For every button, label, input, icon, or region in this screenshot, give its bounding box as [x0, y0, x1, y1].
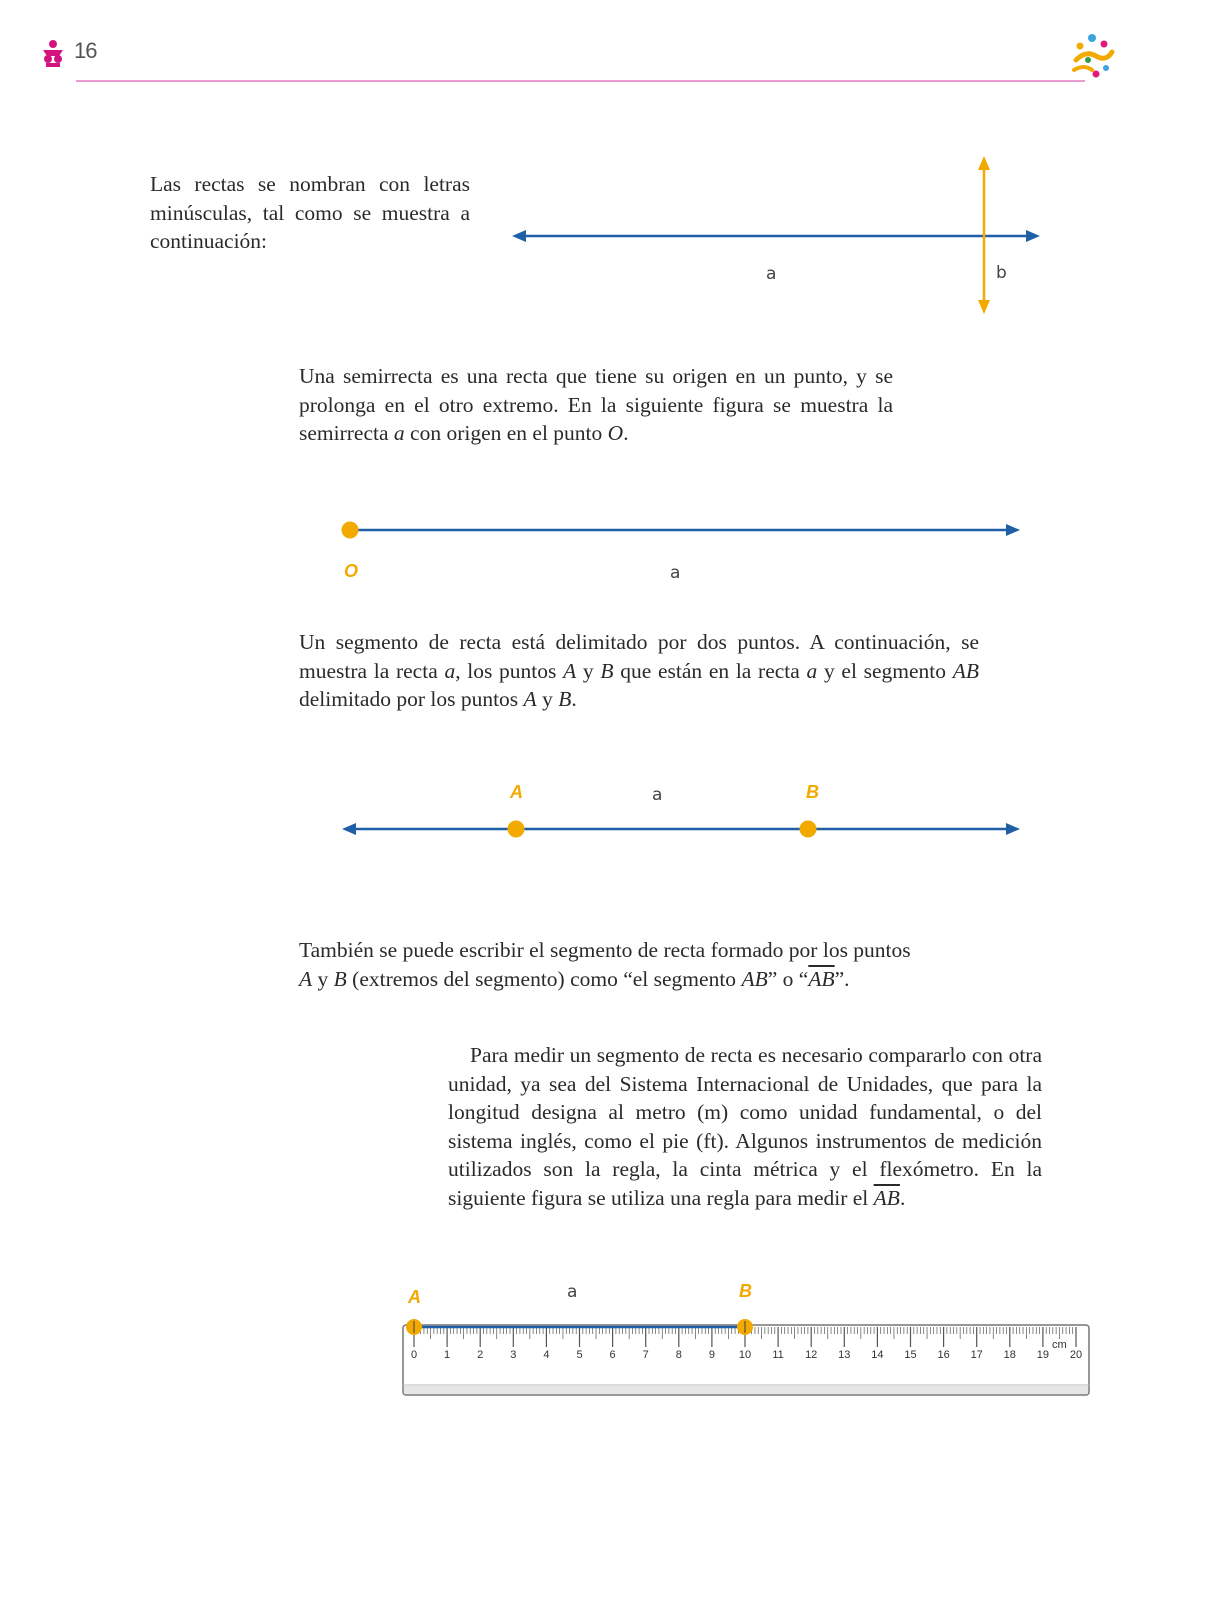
label-point-a: A	[510, 782, 523, 802]
label-point-b: B	[806, 782, 819, 802]
paragraph-medir: Para medir un segmento de recta es necesario compararlo con otra unidad, ya sea del Sistema Internacional de Unidades, que para la longitud designa al metro (m) como unidad fundamental, o del sistema inglés, como el pie (ft). Algunos instrumentos de medición utilizados son la regla, la cinta métrica y el flexómetro. En la siguiente figura se utiliza una regla para medir el $\overline{AB}$.	[448, 1043, 1042, 1210]
ruler-number: 0	[410, 1349, 418, 1361]
label-point-b: B	[739, 1281, 752, 1301]
header-rule	[76, 80, 1085, 82]
paragraph-notacion: También se puede escribir el segmento de recta formado por los puntos A y B (extremos del segmento) como “el segmento AB” o “$\overline{AB}$”.	[299, 938, 911, 991]
ruler-number: 2	[477, 1349, 484, 1361]
arrow-down-icon	[978, 300, 990, 314]
label-point-o: O	[344, 561, 359, 581]
figure-lines-a-b	[500, 150, 1060, 320]
ruler-number: 1	[444, 1349, 451, 1361]
figure-segment-ab	[330, 770, 1030, 860]
ruler-number: 3	[510, 1349, 517, 1361]
point-b	[800, 821, 817, 838]
ruler-number: 10	[738, 1349, 752, 1361]
label-line-b: b	[996, 263, 1007, 283]
arrow-right-icon	[1006, 823, 1020, 835]
ruler-number: 15	[904, 1349, 917, 1361]
label-line-a: a	[766, 264, 777, 284]
label-line-a: a	[567, 1282, 578, 1302]
figure-ruler	[395, 1275, 1100, 1405]
point-a	[508, 821, 525, 838]
arrow-up-icon	[978, 156, 990, 170]
point-o	[342, 522, 359, 539]
ruler-number: 12	[805, 1349, 818, 1361]
figure-ray-a	[330, 510, 1030, 590]
ruler-number: 5	[576, 1349, 583, 1361]
ruler-number: 19	[1036, 1349, 1050, 1361]
arrow-right-icon	[1006, 524, 1020, 536]
page-number: 16	[74, 38, 97, 63]
ruler-number: 13	[838, 1349, 851, 1361]
ruler-number: 8	[675, 1349, 682, 1361]
arrow-left-icon	[342, 823, 356, 835]
ruler-number: 6	[609, 1349, 616, 1361]
label-line-a: a	[652, 785, 663, 805]
ruler-number: 14	[871, 1349, 884, 1361]
decorative-logo-icon	[1066, 30, 1118, 82]
ruler-number: 17	[970, 1349, 983, 1361]
ruler-number: 20	[1069, 1349, 1083, 1361]
arrow-right-icon	[1026, 230, 1040, 242]
ruler-number: 11	[772, 1349, 784, 1361]
paragraph-rectas: Las rectas se nombran con letras minúsculas, tal como se muestra a continuación:	[150, 172, 470, 253]
ruler-number: 18	[1003, 1349, 1016, 1361]
emblem-icon	[40, 38, 66, 68]
ruler-number: 7	[642, 1349, 649, 1361]
label-point-a: A	[408, 1287, 421, 1307]
ruler-unit-label: cm	[1052, 1339, 1067, 1351]
ruler-number: 9	[708, 1349, 715, 1361]
label-ray-a: a	[670, 563, 681, 583]
paragraph-segmento: Un segmento de recta está delimitado por dos puntos. A continuación, se muestra la recta a, los puntos A y B que están en la recta a y el segmento AB delimitado por los puntos A y B.	[299, 630, 980, 711]
ruler-number: 4	[543, 1349, 550, 1361]
ruler-number: 16	[937, 1349, 950, 1361]
arrow-left-icon	[512, 230, 526, 242]
paragraph-semirrecta: Una semirrecta es una recta que tiene su origen en un punto, y se prolonga en el otro extremo. En la siguiente figura se muestra la semirrecta a con origen en el punto O.	[299, 364, 893, 445]
